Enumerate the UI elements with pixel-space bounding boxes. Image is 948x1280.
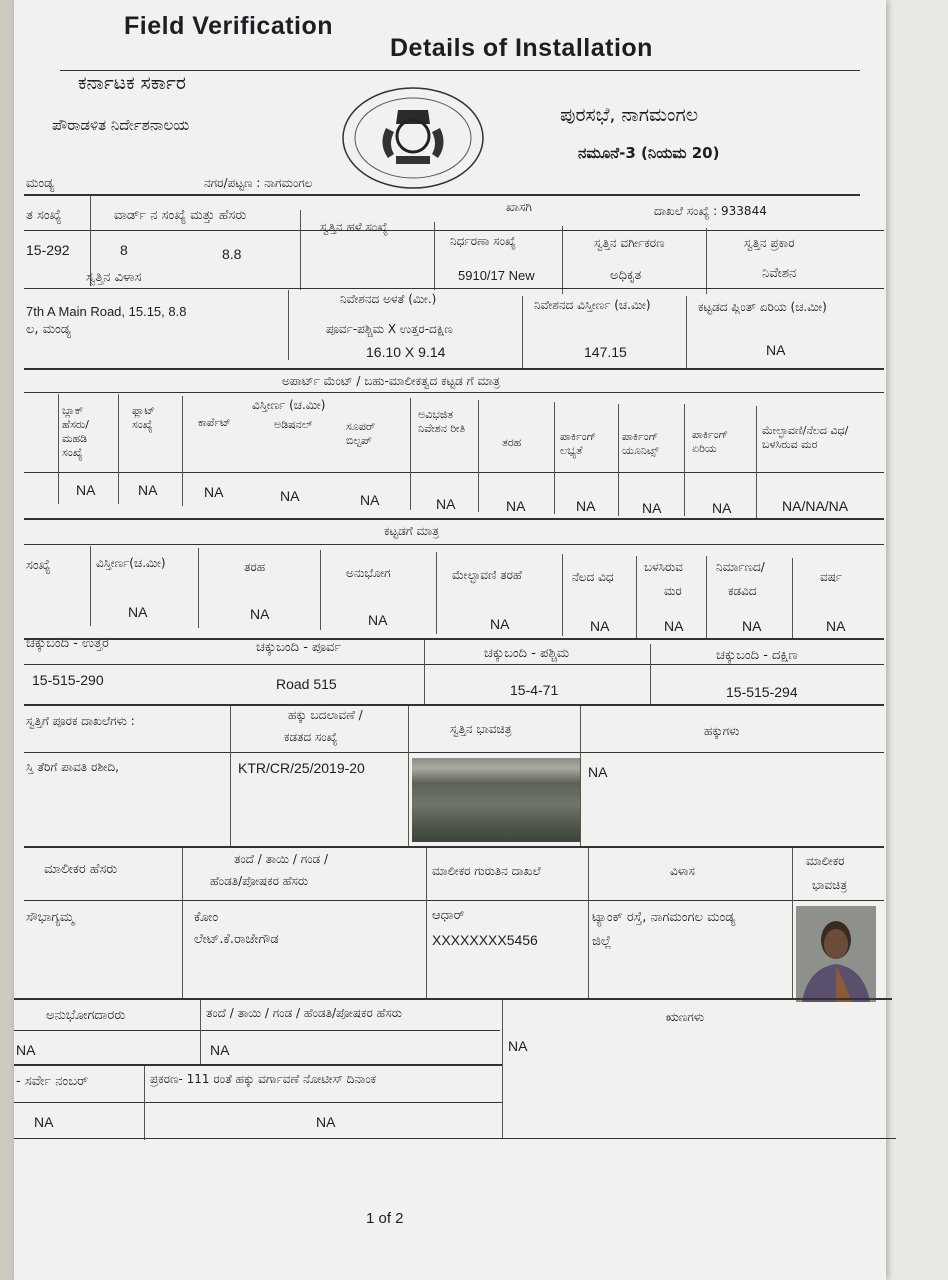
divider	[24, 194, 860, 196]
kind-header: ತರಹ	[502, 436, 522, 449]
site-dimensions: 16.10 X 9.14	[366, 344, 446, 360]
grid-line	[502, 1000, 503, 1138]
grid-line	[618, 404, 619, 516]
grid-line	[182, 396, 183, 506]
page-number: 1 of 2	[366, 1210, 404, 1227]
divider	[24, 518, 884, 520]
building-kind-header: ತರಹ	[244, 560, 266, 574]
directorate-name: ಪೌರಾಡಳಿತ ನಿರ್ದೇಶನಾಲಯ	[52, 116, 190, 134]
divider	[14, 998, 892, 1000]
grid-line	[650, 644, 651, 706]
wood-used-header-line1: ಬಳಸಿರುವ	[644, 560, 683, 574]
construction-value: NA	[742, 618, 762, 634]
kind-value: NA	[506, 498, 526, 514]
year-value: NA	[826, 618, 846, 634]
undivided-share-header: ಅವಿಭಜಿತ ನಿವೇಶನ ರೀತಿ	[418, 408, 466, 435]
occupant-relation-value: NA	[210, 1042, 230, 1058]
tax-receipt-document: ಸ್ತಿ ತೆರಿಗೆ ಪಾವತಿ ರಶೀದಿ,	[26, 760, 119, 774]
owner-relation-type: ಕೋಂ	[194, 910, 219, 925]
occupant-value: NA	[16, 1042, 36, 1058]
wood-used-header-line2: ಮರ	[664, 584, 682, 598]
divider	[24, 664, 884, 665]
transfer-notice-date-header: ಪ್ರಕರಣ- 111 ರಂತೆ ಹಕ್ಕು ವರ್ಗಾವಣೆ ನೋಟೀಸ್ ದಿನಾಂಕ	[150, 1072, 377, 1086]
grid-line	[562, 226, 563, 294]
super-builtup-header: ಸೂಪರ್ ಬಿಲ್ಟಪ್	[346, 420, 376, 447]
grid-line	[686, 296, 687, 370]
ward-name: 8.8	[222, 246, 242, 262]
owner-id-type: ಆಧಾರ್	[432, 908, 465, 923]
owner-address-line2: ಜಿಲ್ಲೆ	[592, 934, 612, 949]
site-dimensions-header: ನಿವೇಶನದ ಅಳತೆ (ಮೀ.)	[340, 292, 437, 306]
boundary-west-label: ಚಕ್ಕುಬಂದಿ - ಪಶ್ಚಿಮ	[484, 646, 570, 661]
divider	[24, 704, 884, 706]
carpet-value: NA	[204, 484, 224, 500]
carpet-header: ಕಾರ್ಪೆಟ್	[198, 416, 231, 429]
divider	[24, 846, 884, 848]
undivided-share-value: NA	[436, 496, 456, 512]
grid-line	[58, 394, 59, 504]
grid-line	[706, 228, 707, 294]
boundary-south-label: ಚಕ್ಕುಬಂದಿ - ದಕ್ಷಿಣ	[716, 648, 798, 663]
transfer-notice-date-value: NA	[316, 1114, 336, 1130]
property-photo	[412, 758, 580, 842]
grid-line	[288, 290, 289, 360]
grid-line	[434, 222, 435, 290]
additional-header: ಅಡಿಷನಲ್	[274, 418, 313, 431]
divider	[14, 1102, 502, 1103]
divider	[24, 392, 884, 393]
building-area-value: NA	[128, 604, 148, 620]
divider	[24, 544, 884, 545]
owner-name-header: ಮಾಲೀಕರ ಹೆಸರು	[44, 862, 118, 877]
owner-photo	[796, 906, 876, 1002]
grid-line	[144, 1066, 145, 1140]
divider	[24, 288, 884, 289]
roof-type-value: NA	[490, 616, 510, 632]
parking-area-value: NA	[712, 500, 732, 516]
owner-id-number: XXXXXXXX5456	[432, 932, 538, 948]
site-area: 147.15	[584, 344, 627, 360]
grid-line	[182, 848, 183, 998]
block-name-value: NA	[76, 482, 96, 498]
grid-line	[410, 398, 411, 510]
property-address-line1: 7th A Main Road, 15.15, 8.8	[26, 304, 187, 319]
apartment-section-title: ಅಪಾರ್ಟ್ ಮೆಂಟ್ / ಬಹು-ಮಾಲೀಕತ್ವದ ಕಟ್ಟಡ ಗೆ ಮಾತ್ರ	[282, 374, 500, 388]
super-builtup-value: NA	[360, 492, 380, 508]
divider	[24, 368, 884, 370]
divider	[24, 472, 884, 473]
grid-line	[756, 406, 757, 518]
boundary-north-value: 15-515-290	[32, 672, 104, 688]
grid-line	[408, 706, 409, 848]
roof-type-header: ಮೇಲ್ಛಾವಣಿ ತರಹೆ	[452, 568, 522, 582]
construction-header-line1: ನಿರ್ಮಾಣದ/	[716, 560, 765, 574]
survey-number-header: - ಸರ್ವೇ ನಂಬರ್	[16, 1074, 89, 1089]
entry-number: ದಾಖಲೆ ಸಂಖ್ಯೆ : 933844	[654, 204, 767, 218]
occupant-header: ಅನುಭೋಗದಾರರು	[46, 1008, 126, 1023]
grid-line	[300, 210, 301, 290]
owner-relation-name: ಲೇಟ್.ಕೆ.ರಾಜೇಗೌಡ	[194, 932, 279, 947]
government-name: ಕರ್ನಾಟಕ ಸರ್ಕಾರ	[78, 72, 186, 94]
owner-relation-header-line1: ತಂದೆ / ತಾಯಿ / ಗಂಡ /	[234, 852, 329, 866]
grid-line	[320, 550, 321, 630]
property-type: ನಿವೇಶನ	[762, 266, 797, 281]
grid-line	[118, 394, 119, 504]
floor-type-header: ನೆಲದ ವಿಧ	[572, 570, 614, 584]
owner-relation-header-line2: ಹೆಂಡತಿ/ಪೋಷಕರ ಹೆಸರು	[210, 874, 309, 888]
grid-line	[792, 848, 793, 998]
divider	[14, 1064, 502, 1066]
boundary-east-value: Road 515	[276, 676, 337, 692]
parking-availability-header: ಪಾರ್ಕಿಂಗ್ ಲಭ್ಯತೆ	[560, 430, 597, 457]
building-number-header: ಸಂಖ್ಯೆ	[26, 558, 51, 573]
rights-transfer-header-line1: ಹಕ್ಕು ಬದಲಾವಣೆ /	[288, 708, 363, 722]
divider	[24, 900, 884, 901]
address-header: ಸ್ವತ್ತಿನ ವಿಳಾಸ	[86, 270, 142, 285]
grid-line	[90, 546, 91, 626]
grid-line	[522, 296, 523, 368]
assessment-number: 5910/17 New	[458, 268, 535, 283]
form-number: ನಮೂನೆ-3 (ನಿಯಮ 20)	[578, 144, 720, 162]
plinth-area-header: ಕಟ್ಟಡದ ಪ್ಲಿಂತ್ ಏರಿಯ (ಚ.ಮೀ)	[698, 300, 827, 314]
rights-value: NA	[588, 764, 608, 780]
additional-value: NA	[280, 488, 300, 504]
survey-number-value: NA	[34, 1114, 54, 1130]
ownership-type: ಖಾಸಗಿ	[506, 200, 532, 214]
divider	[24, 230, 884, 231]
property-type-header: ಸ್ವತ್ತಿನ ಪ್ರಕಾರ	[744, 236, 795, 250]
roof-floor-wood-header: ಮೇಲ್ಛಾವಣಿ/ನೆಲದ ವಿಧ/ಬಳಸಿರುವ ಮರ	[762, 424, 849, 451]
flat-number-value: NA	[138, 482, 158, 498]
building-kind-value: NA	[250, 606, 270, 622]
old-number-header: ಸ್ವತ್ತಿನ ಹಳೆ ಸಂಖ್ಯೆ	[320, 220, 389, 234]
year-header: ವರ್ಷ	[820, 570, 843, 584]
site-area-header: ನಿವೇಶನದ ವಿಸ್ತೀರ್ಣ (ಚ.ಮೀ)	[534, 298, 651, 312]
plinth-area: NA	[766, 342, 786, 358]
owner-address-header: ವಿಳಾಸ	[670, 864, 695, 878]
ward-number: 8	[120, 242, 128, 258]
divider	[24, 752, 884, 753]
grid-line	[436, 552, 437, 634]
block-name-header: ಬ್ಲಾಕ್ ಹೆಸರು/ ಮಹಡಿ ಸಂಖ್ಯೆ	[62, 404, 89, 459]
supporting-documents-header: ಸ್ವತ್ತಿಗೆ ಪೂರಕ ದಾಖಲೆಗಳು :	[26, 714, 135, 728]
owner-id-header: ಮಾಲೀಕರ ಗುರುತಿನ ದಾಖಲೆ	[432, 864, 541, 878]
government-emblem-seal	[338, 84, 488, 192]
dimensions-direction-label: ಪೂರ್ವ-ಪಶ್ಚಿಮ X ಉತ್ತರ-ದಕ್ಷಿಣ	[326, 322, 453, 336]
owner-name: ಸೌಭಾಗ್ಯಮ್ಮ	[26, 910, 75, 925]
divider	[24, 638, 884, 640]
classification-header: ಸ್ವತ್ತಿನ ವರ್ಗೀಕರಣ	[594, 236, 665, 250]
boundary-east-label: ಚಕ್ಕುಬಂದಿ - ಪೂರ್ವ	[256, 640, 342, 655]
owner-photo-header-line1: ಮಾಲೀಕರ	[806, 854, 845, 868]
property-classification: ಅಧಿಕೃತ	[610, 268, 642, 283]
property-photo-header: ಸ್ವತ್ತಿನ ಭಾವಚಿತ್ರ	[450, 722, 512, 736]
divider	[60, 70, 860, 71]
building-usage-value: NA	[368, 612, 388, 628]
district-name: ಮಂಡ್ಯ	[26, 176, 55, 191]
area-header: ವಿಸ್ತೀರ್ಣ (ಚ.ಮೀ)	[252, 398, 326, 412]
floor-type-value: NA	[590, 618, 610, 634]
owner-photo-header-line2: ಭಾವಚಿತ್ರ	[812, 878, 848, 892]
divider	[14, 1138, 896, 1139]
rights-transfer-header-line2: ಕಡತದ ಸಂಖ್ಯೆ	[284, 730, 338, 744]
ward-header: ವಾರ್ಡ್ ನ ಸಂಖ್ಯೆ ಮತ್ತು ಹೆಸರು	[114, 208, 247, 223]
grid-line	[580, 706, 581, 848]
boundary-south-value: 15-515-294	[726, 684, 798, 700]
rights-header: ಹಕ್ಕುಗಳು	[704, 724, 740, 738]
grid-line	[230, 706, 231, 848]
building-section-title: ಕಟ್ಟಡಗೆ ಮಾತ್ರ	[384, 524, 440, 538]
boundary-north-label: ಚಕ್ಕುಬಂದಿ - ಉತ್ತರ	[26, 636, 109, 651]
municipality-name: ಪುರಸಭೆ, ನಾಗಮಂಗಲ	[560, 104, 699, 126]
property-number: 15-292	[26, 242, 70, 258]
parking-area-header: ಪಾರ್ಕಿಂಗ್ ಏರಿಯ	[692, 428, 729, 455]
roof-floor-wood-value: NA/NA/NA	[782, 498, 849, 514]
property-no-header: ತ ಸಂಖ್ಯೆ	[26, 208, 62, 223]
parking-units-value: NA	[642, 500, 662, 516]
form-title-left: Field Verification	[124, 12, 334, 40]
loans-value: NA	[508, 1038, 528, 1054]
divider	[14, 1030, 500, 1031]
grid-line	[198, 548, 199, 628]
loans-header: ಋಣಗಳು	[666, 1010, 705, 1024]
grid-line	[792, 558, 793, 640]
assessment-number-header: ನಿರ್ಧರಣಾ ಸಂಖ್ಯೆ	[450, 234, 516, 248]
parking-availability-value: NA	[576, 498, 596, 514]
boundary-west-value: 15-4-71	[510, 682, 559, 698]
occupant-relation-header: ತಂದೆ / ತಾಯಿ / ಗಂಡ / ಹೆಂಡತಿ/ಪೋಷಕರ ಹೆಸರು	[206, 1006, 402, 1020]
grid-line	[684, 404, 685, 516]
grid-line	[588, 848, 589, 998]
town-name: ನಗರ/ಪಟ್ಟಣ : ನಾಗಮಂಗಲ	[204, 176, 313, 190]
grid-line	[478, 400, 479, 512]
rights-transfer-file-number: KTR/CR/25/2019-20	[238, 760, 365, 776]
grid-line	[424, 640, 425, 704]
grid-line	[426, 848, 427, 998]
form-title-right: Details of Installation	[390, 34, 653, 62]
grid-line	[200, 1000, 201, 1064]
grid-line	[636, 556, 637, 638]
construction-header-line2: ಕಡವಿದ	[728, 584, 757, 598]
grid-line	[706, 556, 707, 638]
building-area-header: ವಿಸ್ತೀರ್ಣ(ಚ.ಮೀ)	[96, 556, 166, 570]
wood-used-value: NA	[664, 618, 684, 634]
owner-address-line1: ಟ್ಯಾಂಕ್ ರಸ್ತೆ, ನಾಗಮಂಗಲ ಮಂಡ್ಯ	[592, 910, 736, 925]
building-usage-header: ಅನುಭೋಗ	[346, 566, 391, 580]
property-address-line2: ಲ, ಮಂಡ್ಯ	[26, 322, 71, 337]
flat-number-header: ಫ್ಲಾಟ್ ಸಂಖ್ಯೆ	[132, 404, 156, 431]
grid-line	[554, 402, 555, 514]
grid-line	[562, 554, 563, 636]
parking-units-header: ಪಾರ್ಕಿಂಗ್ ಯೂನಿಟ್ಸ್	[622, 430, 659, 457]
